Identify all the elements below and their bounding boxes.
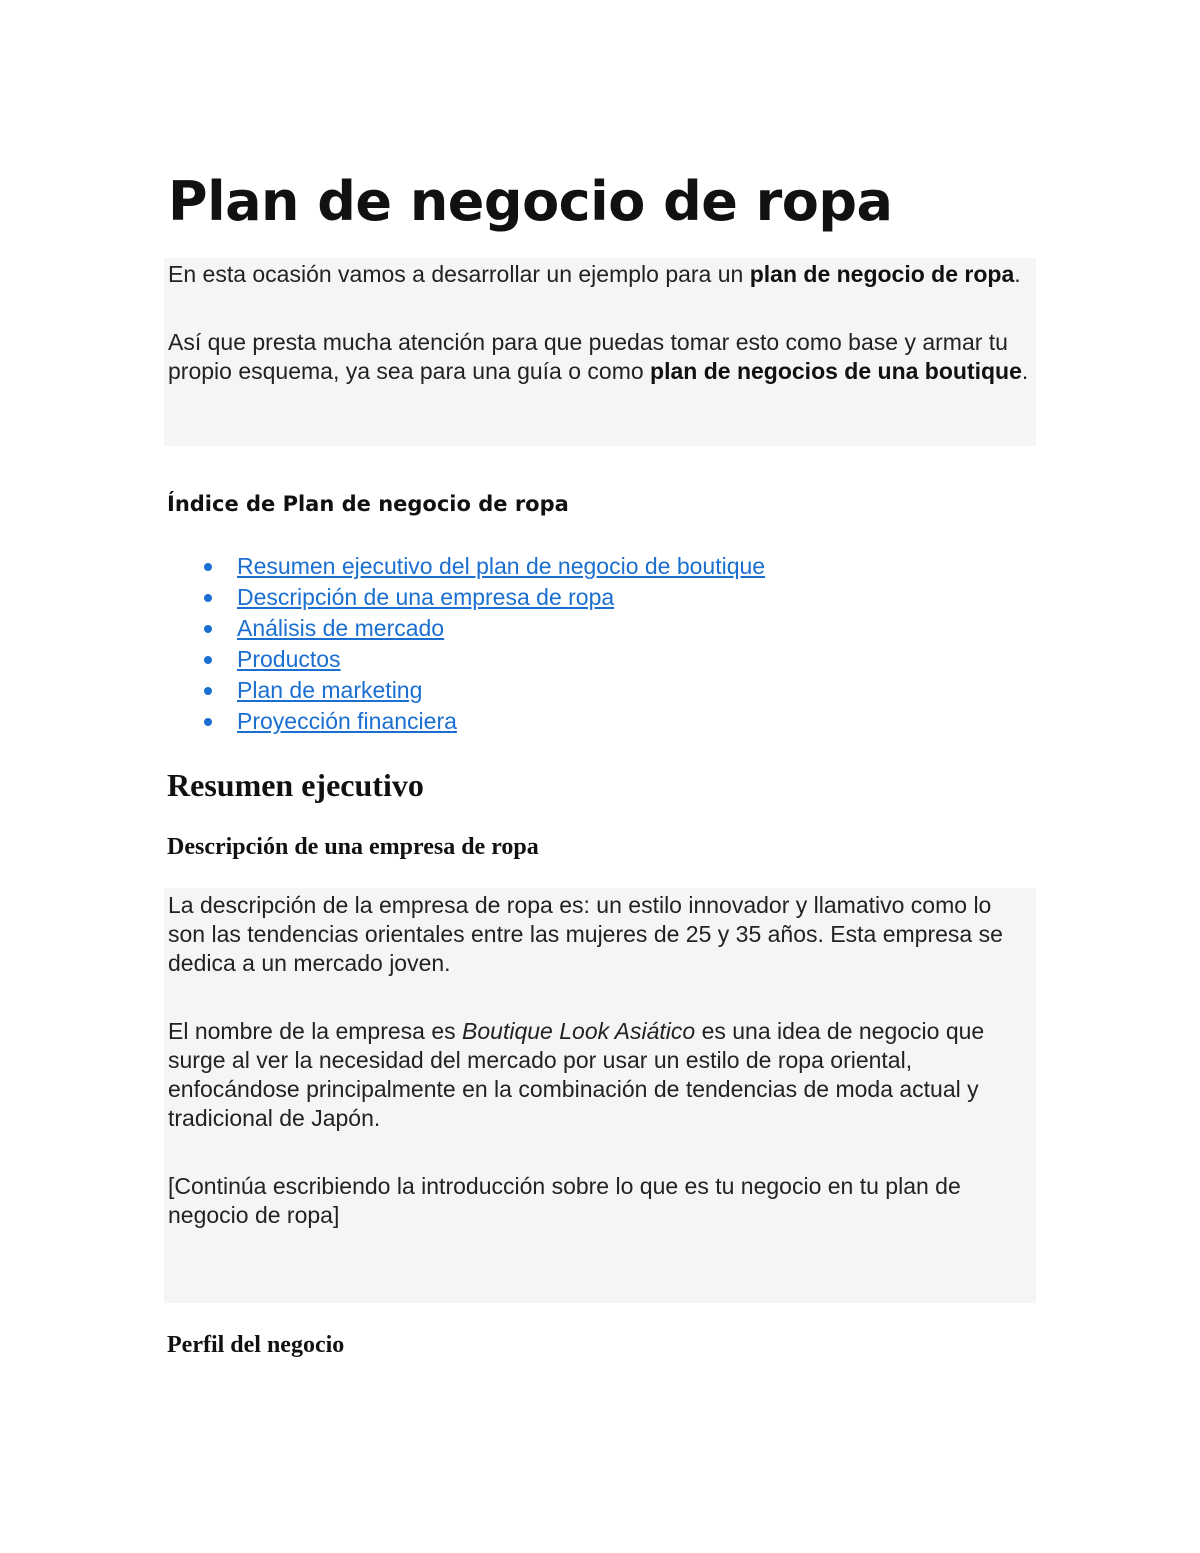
description-paragraph-1: La descripción de la empresa de ropa es: un estilo innovador y llamativo como lo son las tendencias orientales entre las mujeres de 25 y 35 años. Esta empresa se dedica a un mercado joven. xyxy=(168,892,1003,976)
intro-paragraph-1: En esta ocasión vamos a desarrollar un ejemplo para un plan de negocio de ropa. xyxy=(168,261,1021,287)
bullet-icon xyxy=(204,625,212,633)
bullet-icon xyxy=(204,563,212,571)
toc-link-resumen[interactable]: Resumen ejecutivo del plan de negocio de boutique xyxy=(237,553,766,579)
bullet-icon xyxy=(204,718,212,726)
description-paragraph-3: [Continúa escribiendo la introducción sobre lo que es tu negocio en tu plan de negocio de ropa] xyxy=(168,1173,961,1228)
subheading-perfil: Perfil del negocio xyxy=(167,1332,345,1358)
table-of-contents xyxy=(199,551,765,737)
index-heading: Índice de Plan de negocio de ropa xyxy=(167,492,569,516)
toc-item xyxy=(199,582,765,613)
toc-item xyxy=(199,551,765,582)
toc-item xyxy=(199,706,765,737)
company-name: Boutique Look Asiático xyxy=(462,1018,696,1044)
description-box xyxy=(164,888,1036,1303)
intro-box xyxy=(164,258,1036,446)
bullet-icon xyxy=(204,656,212,664)
intro-bold-1: plan de negocio de ropa xyxy=(749,261,1015,287)
toc-link-productos[interactable]: Productos xyxy=(237,646,341,672)
toc-item xyxy=(199,613,765,644)
toc-item xyxy=(199,675,765,706)
toc-item xyxy=(199,644,765,675)
bullet-icon xyxy=(204,594,212,602)
toc-link-marketing[interactable]: Plan de marketing xyxy=(237,677,423,703)
toc-link-proyeccion[interactable]: Proyección financiera xyxy=(237,708,457,734)
intro-bold-2: plan de negocios de una boutique xyxy=(650,358,1022,384)
toc-link-descripcion[interactable]: Descripción de una empresa de ropa xyxy=(237,584,615,610)
description-paragraph-2: El nombre de la empresa es Boutique Look Asiático es una idea de negocio que surge al ver la necesidad del mercado por usar un estilo de ropa oriental, enfocándose principalmente en la combinación de tendencias de moda actual y tradicional de Japón. xyxy=(168,1018,985,1131)
intro-paragraph-2: Así que presta mucha atención para que puedas tomar esto como base y armar tu propio esquema, ya sea para una guía o como plan de negocios de una boutique. xyxy=(168,329,1029,384)
subheading-descripcion: Descripción de una empresa de ropa xyxy=(167,834,539,860)
toc-link-analisis[interactable]: Análisis de mercado xyxy=(237,615,445,641)
page-title: Plan de negocio de ropa xyxy=(168,170,893,233)
bullet-icon xyxy=(204,687,212,695)
section-heading-resumen: Resumen ejecutivo xyxy=(167,767,424,803)
